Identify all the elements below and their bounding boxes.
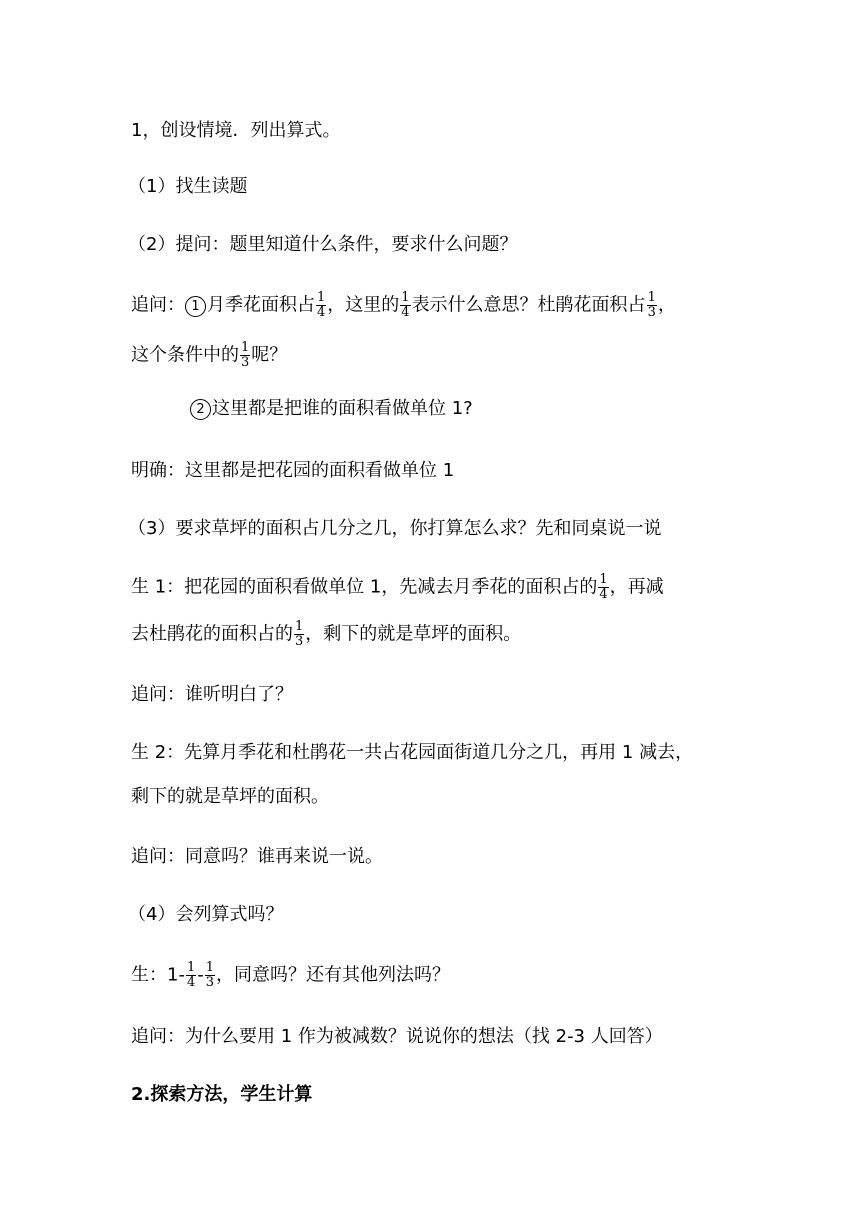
fraction-numerator: 1 — [241, 340, 250, 355]
fraction-denominator: 4 — [317, 305, 326, 320]
fraction-numerator: 1 — [317, 290, 326, 305]
student-formula — [131, 961, 450, 990]
student-1-answer — [131, 573, 664, 602]
text: （1）找生读题 — [128, 176, 248, 197]
fraction-numerator: 1 — [647, 290, 656, 305]
circled-number-2: 2 — [190, 399, 211, 420]
text: ，再减 — [609, 576, 664, 598]
text: 1，创设情境．列出算式。 — [131, 120, 341, 141]
text: 生 1：把花园的面积看做单位 1，先减去月季花的面积占的 — [131, 576, 598, 598]
text: 生：1- — [131, 964, 185, 986]
text: 追问：谁听明白了？ — [131, 684, 293, 705]
fraction-one-quarter — [316, 291, 326, 320]
step-3-how-to-solve — [128, 517, 661, 541]
text: 追问：同意吗？谁再来说一说。 — [131, 846, 383, 867]
step-1-read-problem — [128, 175, 247, 199]
text: ，同意吗？还有其他列法吗？ — [216, 964, 451, 986]
section-heading-2 — [131, 1083, 312, 1107]
text: ， — [657, 294, 676, 316]
follow-up-why-one — [131, 1025, 663, 1049]
text: 明确：这里都是把花园的面积看做单位 1 — [131, 460, 455, 481]
fraction-numerator: 1 — [401, 290, 410, 305]
text: - — [197, 964, 204, 986]
student-1-answer-cont — [131, 620, 521, 649]
fraction-denominator: 3 — [647, 305, 656, 320]
fraction-numerator: 1 — [295, 619, 304, 634]
fraction-denominator: 3 — [241, 355, 250, 370]
follow-up-question-1 — [131, 291, 676, 320]
fraction-denominator: 3 — [205, 975, 215, 990]
text: 追问：为什么要用 1 作为被减数？说说你的想法（找 2-3 人回答） — [131, 1026, 663, 1047]
fraction-one-third — [205, 961, 215, 990]
text: （2）提问：题里知道什么条件，要求什么问题？ — [128, 234, 518, 255]
text: 剩下的就是草坪的面积。 — [131, 786, 329, 807]
step-4-formula — [128, 903, 283, 927]
fraction-numerator: 1 — [186, 960, 196, 975]
fraction-one-quarter — [400, 291, 410, 320]
fraction-denominator: 4 — [401, 305, 410, 320]
text: 呢？ — [251, 344, 288, 366]
fraction-numerator: 1 — [205, 960, 215, 975]
text: 去杜鹃花的面积占的 — [131, 623, 293, 645]
student-2-answer-cont — [131, 785, 329, 809]
text: 这里都是把谁的面积看做单位 1? — [212, 398, 473, 419]
text: （3）要求草坪的面积占几分之几，你打算怎么求？先和同桌说一说 — [128, 518, 662, 539]
text: 生 2：先算月季花和杜鹃花一共占花园面街道几分之几，再用 1 减去， — [131, 742, 694, 763]
text: 这个条件中的 — [131, 344, 239, 366]
follow-up-agree — [131, 845, 383, 869]
step-2-question — [128, 233, 517, 257]
circled-number-1: 1 — [185, 296, 206, 317]
fraction-denominator: 3 — [295, 634, 304, 649]
fraction-denominator: 4 — [186, 975, 196, 990]
text: 2.探索方法，学生计算 — [131, 1084, 313, 1105]
fraction-one-quarter — [598, 573, 608, 602]
fraction-one-third — [240, 341, 250, 370]
fraction-one-quarter — [186, 961, 196, 990]
fraction-one-third — [647, 291, 657, 320]
section-heading-1 — [131, 119, 340, 143]
fraction-one-third — [294, 620, 304, 649]
text: ，这里的 — [327, 294, 400, 316]
text: （4）会列算式吗？ — [128, 904, 284, 925]
follow-up-understood — [131, 683, 293, 707]
text: 表示什么意思？杜鹃花面积占 — [411, 294, 646, 316]
text: ，剩下的就是草坪的面积。 — [305, 623, 522, 645]
student-2-answer — [131, 741, 693, 765]
text: 月季花面积占 — [207, 294, 315, 316]
clarification — [131, 459, 454, 483]
follow-up-question-2 — [190, 397, 473, 421]
text: 追问： — [131, 294, 185, 316]
follow-up-question-1-cont — [131, 341, 287, 370]
fraction-denominator: 4 — [599, 587, 608, 602]
fraction-numerator: 1 — [599, 572, 608, 587]
